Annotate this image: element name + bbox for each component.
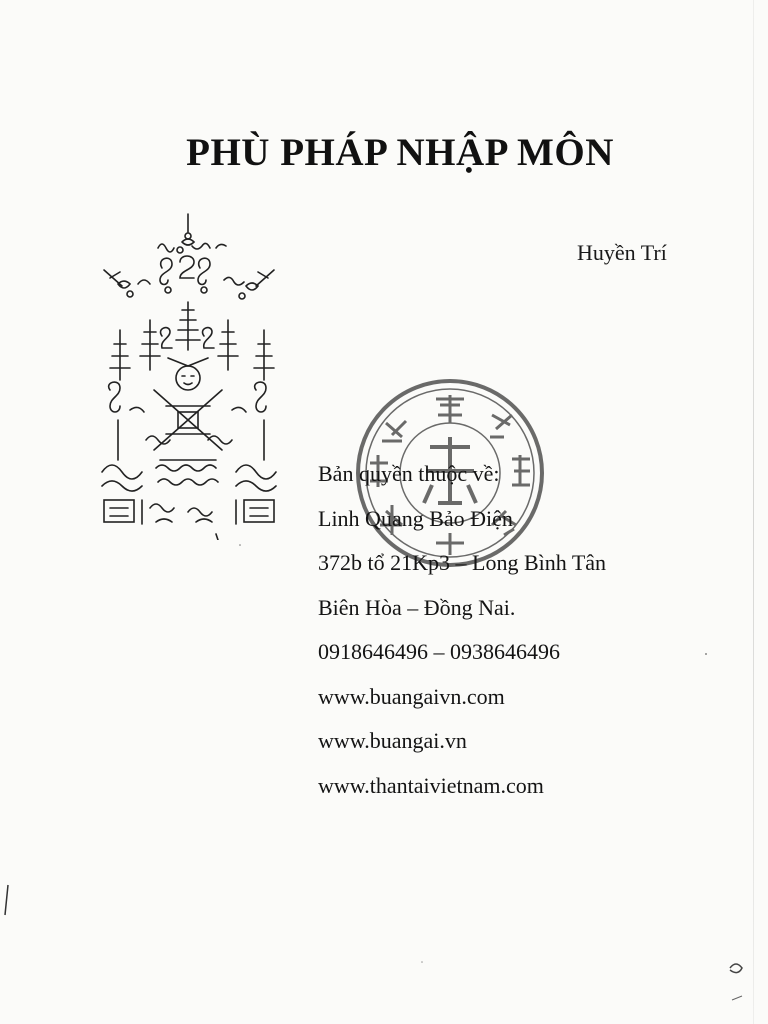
author-name: Huyền Trí [577, 240, 667, 265]
city-line: Biên Hòa – Đồng Nai. [318, 594, 516, 620]
website-link-1: www.buangaivn.com [318, 683, 505, 709]
website-link-2: www.buangai.vn [318, 728, 467, 753]
phone-numbers: 0918646496 – 0938646496 [318, 639, 560, 664]
address-line: 372b tổ 21Kp3 – Long Bình Tân [318, 550, 607, 575]
publisher-name: Linh Quang Bảo Điện [318, 505, 513, 531]
copyright-heading: Bản quyền thuộc về: [318, 461, 500, 486]
page-title: PHÙ PHÁP NHẬP MÔN [186, 131, 614, 174]
website-link-3: www.thantaivietnam.com [318, 772, 544, 798]
